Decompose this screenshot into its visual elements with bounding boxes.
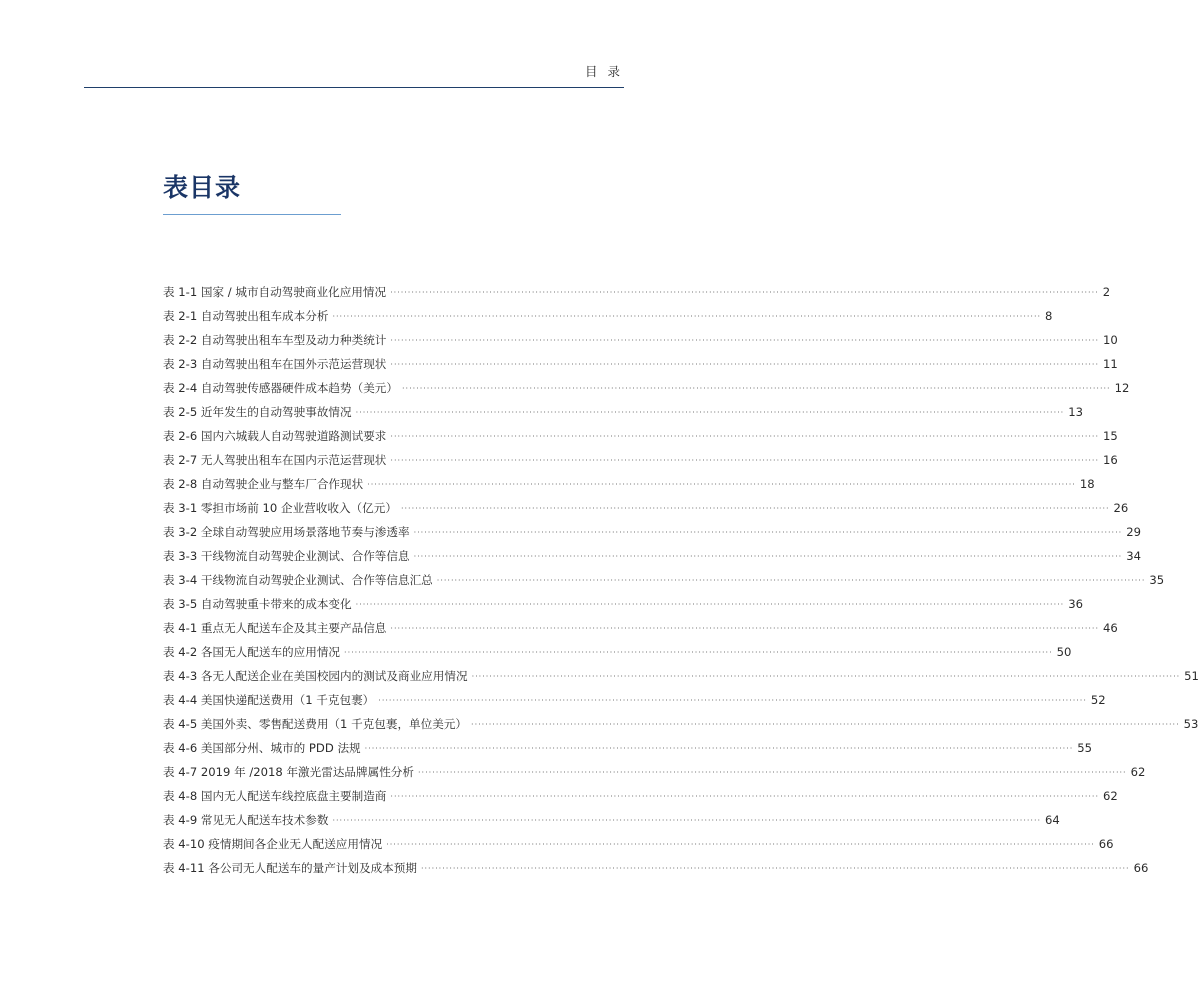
toc-entry-page-number: 64	[1045, 813, 1060, 827]
toc-leader-dots: ········································································································································································································	[471, 672, 1181, 681]
toc-entry-label: 表 4-4 美国快递配送费用（1 千克包裹）	[163, 693, 375, 707]
toc-leader-dots: ········································································································································································································	[413, 552, 1123, 561]
toc-entry-label: 表 3-1 零担市场前 10 企业营收收入（亿元）	[163, 501, 397, 515]
toc-entry-label: 表 4-1 重点无人配送车企及其主要产品信息	[163, 621, 387, 635]
toc-leader-dots: ········································································································································································································	[386, 840, 1095, 849]
toc-entry[interactable]	[163, 500, 1129, 524]
table-of-contents-list	[163, 284, 1199, 884]
toc-entry-label: 表 2-7 无人驾驶出租车在国内示范运营现状	[163, 453, 387, 467]
toc-entry-label: 表 3-5 自动驾驶重卡带来的成本变化	[163, 597, 352, 611]
toc-entry[interactable]	[163, 428, 1118, 452]
toc-entry[interactable]	[163, 812, 1060, 836]
toc-leader-dots: ········································································································································································································	[355, 600, 1065, 609]
toc-entry[interactable]	[163, 524, 1141, 548]
toc-entry-page-number: 62	[1103, 789, 1118, 803]
toc-entry[interactable]	[163, 308, 1053, 332]
toc-entry[interactable]	[163, 764, 1146, 788]
toc-entry-label: 表 3-4 干线物流自动驾驶企业测试、合作等信息汇总	[163, 573, 433, 587]
toc-entry[interactable]	[163, 644, 1072, 668]
toc-entry[interactable]	[163, 548, 1141, 572]
toc-leader-dots: ········································································································································································································	[420, 864, 1130, 873]
toc-entry-page-number: 10	[1103, 333, 1118, 347]
toc-entry-page-number: 29	[1126, 525, 1141, 539]
header-divider	[84, 87, 624, 88]
toc-entry-label: 表 2-8 自动驾驶企业与整车厂合作现状	[163, 477, 364, 491]
toc-entry-label: 表 4-8 国内无人配送车线控底盘主要制造商	[163, 789, 387, 803]
toc-entry[interactable]	[163, 332, 1118, 356]
toc-entry-label: 表 4-10 疫情期间各企业无人配送应用情况	[163, 837, 383, 851]
toc-entry[interactable]	[163, 572, 1165, 596]
toc-entry-label: 表 3-3 干线物流自动驾驶企业测试、合作等信息	[163, 549, 410, 563]
toc-entry-label: 表 3-2 全球自动驾驶应用场景落地节奏与渗透率	[163, 525, 410, 539]
toc-leader-dots: ········································································································································································································	[390, 624, 1099, 633]
toc-entry-page-number: 35	[1149, 573, 1165, 587]
toc-entry-page-number: 12	[1114, 381, 1130, 395]
toc-entry-page-number: 18	[1079, 477, 1095, 491]
toc-entry-page-number: 8	[1045, 309, 1053, 323]
toc-entry[interactable]	[163, 452, 1118, 476]
toc-entry[interactable]	[163, 476, 1095, 500]
toc-entry-label: 表 2-5 近年发生的自动驾驶事故情况	[163, 405, 352, 419]
toc-entry[interactable]	[163, 692, 1106, 716]
toc-leader-dots: ········································································································································································································	[471, 720, 1180, 729]
toc-entry[interactable]	[163, 356, 1118, 380]
section-header-label: 目 录	[585, 64, 623, 79]
toc-entry[interactable]	[163, 860, 1149, 884]
toc-entry[interactable]	[163, 740, 1093, 764]
toc-entry-label: 表 2-1 自动驾驶出租车成本分析	[163, 309, 329, 323]
toc-leader-dots: ········································································································································································································	[400, 504, 1110, 513]
toc-leader-dots: ········································································································································································································	[344, 648, 1053, 657]
toc-entry-page-number: 16	[1103, 453, 1118, 467]
toc-entry-label: 表 4-6 美国部分州、城市的 PDD 法规	[163, 741, 361, 755]
toc-entry[interactable]	[163, 668, 1199, 692]
toc-entry-page-number: 46	[1103, 621, 1118, 635]
toc-entry-label: 表 2-6 国内六城载人自动驾驶道路测试要求	[163, 429, 387, 443]
toc-entry-page-number: 2	[1102, 285, 1111, 299]
toc-entry-page-number: 66	[1098, 837, 1114, 851]
toc-entry-label: 表 4-7 2019 年 /2018 年激光雷达品牌属性分析	[163, 765, 414, 779]
toc-entry-page-number: 52	[1090, 693, 1106, 707]
toc-entry-page-number: 34	[1126, 549, 1141, 563]
toc-entry-page-number: 62	[1130, 765, 1146, 779]
toc-entry-page-number: 55	[1077, 741, 1093, 755]
toc-entry[interactable]	[163, 284, 1111, 308]
toc-entry[interactable]	[163, 620, 1118, 644]
toc-entry-label: 表 4-5 美国外卖、零售配送费用（1 千克包裹，单位美元）	[163, 717, 468, 731]
toc-entry-page-number: 11	[1103, 357, 1118, 371]
toc-entry-label: 表 2-4 自动驾驶传感器硬件成本趋势（美元）	[163, 381, 398, 395]
toc-entry-label: 表 4-11 各公司无人配送车的量产计划及成本预期	[163, 861, 417, 875]
toc-entry-page-number: 26	[1113, 501, 1129, 515]
toc-entry[interactable]	[163, 404, 1083, 428]
toc-leader-dots: ········································································································································································································	[390, 792, 1099, 801]
toc-entry-page-number: 53	[1183, 717, 1199, 731]
toc-leader-dots: ········································································································································································································	[390, 288, 1099, 297]
toc-entry[interactable]	[163, 836, 1114, 860]
toc-leader-dots: ········································································································································································································	[436, 576, 1146, 585]
toc-entry-label: 表 4-9 常见无人配送车技术参数	[163, 813, 329, 827]
toc-entry-label: 表 2-2 自动驾驶出租车车型及动力种类统计	[163, 333, 387, 347]
toc-entry-page-number: 36	[1068, 597, 1083, 611]
toc-leader-dots: ········································································································································································································	[418, 768, 1127, 777]
toc-leader-dots: ········································································································································································································	[402, 384, 1111, 393]
toc-leader-dots: ········································································································································································································	[390, 432, 1099, 441]
toc-leader-dots: ········································································································································································································	[332, 816, 1042, 825]
toc-entry[interactable]	[163, 380, 1130, 404]
toc-leader-dots: ········································································································································································································	[390, 456, 1099, 465]
toc-entry[interactable]	[163, 788, 1118, 812]
toc-entry[interactable]	[163, 596, 1083, 620]
toc-entry-page-number: 51	[1184, 669, 1199, 683]
toc-leader-dots: ········································································································································································································	[355, 408, 1065, 417]
toc-entry-page-number: 50	[1056, 645, 1072, 659]
toc-entry-label: 表 1-1 国家 / 城市自动驾驶商业化应用情况	[163, 285, 387, 299]
title-underline	[163, 214, 341, 215]
toc-leader-dots: ········································································································································································································	[413, 528, 1123, 537]
toc-leader-dots: ········································································································································································································	[390, 360, 1099, 369]
toc-entry-label: 表 2-3 自动驾驶出租车在国外示范运营现状	[163, 357, 387, 371]
toc-entry-label: 表 4-2 各国无人配送车的应用情况	[163, 645, 341, 659]
toc-entry-page-number: 13	[1068, 405, 1083, 419]
toc-leader-dots: ········································································································································································································	[332, 312, 1042, 321]
toc-leader-dots: ········································································································································································································	[390, 336, 1099, 345]
toc-leader-dots: ········································································································································································································	[364, 744, 1074, 753]
toc-leader-dots: ········································································································································································································	[367, 480, 1076, 489]
toc-entry-page-number: 15	[1103, 429, 1118, 443]
toc-entry-label: 表 4-3 各无人配送企业在美国校园内的测试及商业应用情况	[163, 669, 468, 683]
toc-leader-dots: ········································································································································································································	[378, 696, 1087, 705]
toc-entry-page-number: 66	[1133, 861, 1149, 875]
toc-entry[interactable]	[163, 716, 1199, 740]
page-title: 表目录	[163, 173, 242, 202]
